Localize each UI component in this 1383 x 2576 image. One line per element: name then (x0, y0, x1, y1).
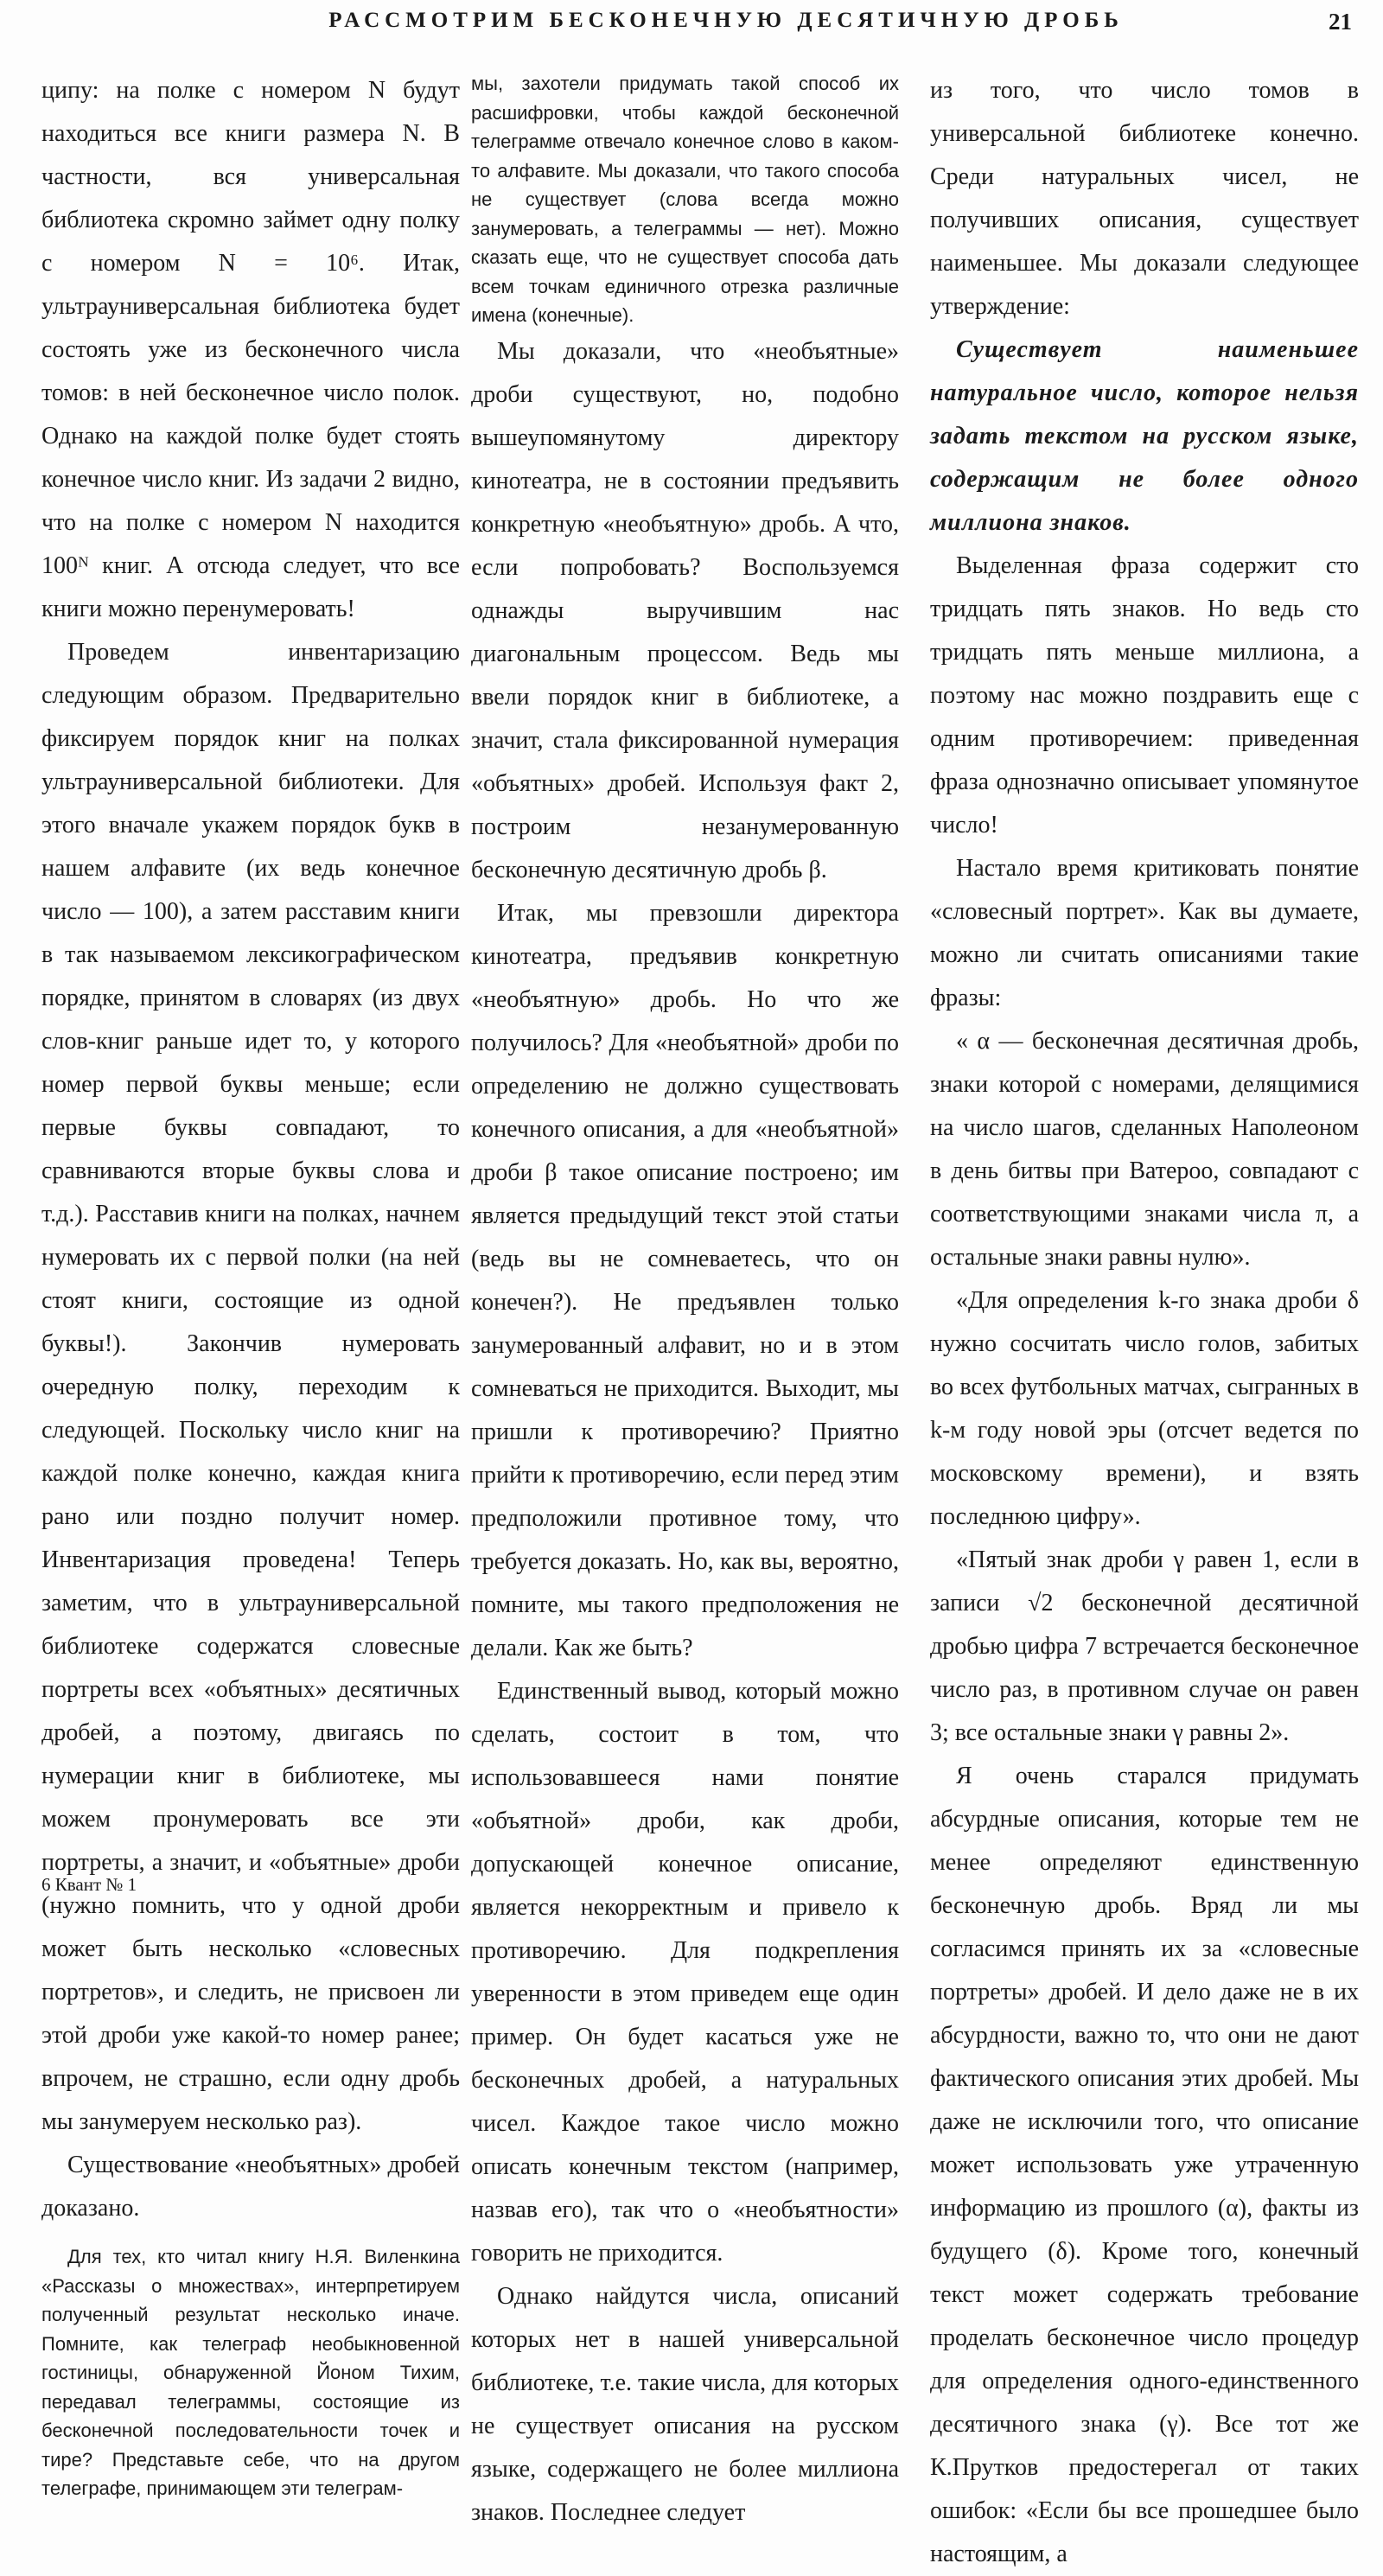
paragraph: Единственный вывод, который можно сделать, состоит в том, что использовавшееся нами понятие «объятной» дроби, как дроби, допускающей конечное описание, является некорректным и привело к противоречию. Для подкрепления уверенности в этом приведем еще один пример. Он будет касаться уже не бесконечных дробей, а натуральных чисел. Каждое такое число можно описать конечным текстом (например, назвав его), так что о «необъятности» говорить не приходится. (471, 1677, 899, 2267)
paragraph: Я очень старался придумать абсурдные описания, которые тем не менее определяют единственную бесконечную дробь. Вряд ли мы согласимся принять их за «словесные портреты» дробей. И дело даже не в их абсурдности, важно то, что они не дают фактического описания этих дробей. Мы даже не исключили того, что описание может использовать уже утраченную информацию из прошлого (α), факты из будущего (δ). Кроме того, конечный текст может содержать требование проделать бесконечное число процедур для определения одного-единственного десятичного знака (γ). Все тот же К.Прутков предостерегал от таких ошибок: «Если бы все прошедшее было настоящим, а (930, 1763, 1359, 2567)
paragraph: Настало время критиковать понятие «словесный портрет». Как вы думаете, можно ли считать описаниями такие фразы: (930, 855, 1359, 1011)
paragraph: Существование «необъятных» дробей доказано. (41, 2152, 460, 2222)
text-column-3 (930, 69, 1359, 2576)
text-column-1 (41, 69, 460, 2503)
paragraph: Выделенная фраза содержит сто тридцать пять знаков. Но ведь сто тридцать пять меньше миллиона, а поэтому нас можно поздравить еще с одним противоречием: приведенная фраза однозначно описывает упомянутое число! (930, 552, 1359, 838)
paragraph: «Пятый знак дроби γ равен 1, если в записи √2 бесконечной десятичной дробью цифра 7 встречается бесконечное число раз, в противном случае он равен 3; все остальные знаки γ равны 2». (930, 1546, 1359, 1746)
paragraph: Итак, мы превзошли директора кинотеатра, предъявив конкретную «необъятную» дробь. Но что же получилось? Для «необъятной» дроби по определению не должно существовать конечного описания, а для «необъятной» дроби β такое описание построено; им является предыдущий текст этой статьи (ведь вы не сомневаетесь, что он конечен?). Не предъявлен только занумерованный алфавит, но и в этом сомневаться не приходится. Выходит, мы пришли к противоречию? Приятно прийти к противоречию, если перед этим предположили противное тому, что требуется доказать. Но, как вы, вероятно, помните, мы такого предположения не делали. Как же быть? (471, 899, 899, 1661)
signature-footer: 6 Квант № 1 (41, 1874, 137, 1895)
text-column-2 (471, 69, 899, 2535)
paragraph: « α — бесконечная десятичная дробь, знаки которой с номерами, делящимися на число шагов, сделанных Наполеоном в день битвы при Ватероо, совпадают с соответствующими знаками числа π, а остальные знаки равны нулю». (930, 1028, 1359, 1271)
note-paragraph: мы, захотели придумать такой способ их расшифровки, чтобы каждой бесконечной телеграмме отвечало конечное слово в каком-то алфавите. Мы доказали, что такого способа не существует (слова всегда можно занумеровать, а телеграммы — нет). Можно сказать еще, что не существует способа дать всем точкам единичного отрезка различные имена (конечные). (471, 73, 899, 326)
paragraph: Однако найдутся числа, описаний которых нет в нашей универсальной библиотеке, т.е. такие числа, для которых не существует описания на русском языке, содержащего не более миллиона знаков. Последнее следует (471, 2282, 899, 2526)
highlighted-statement: Существует наименьшее натуральное число, которое нельзя задать текстом на русском языке, содержащим не более одного миллиона знаков. (930, 336, 1359, 536)
paragraph: Проведем инвентаризацию следующим образом. Предварительно фиксируем порядок книг на полках ультрауниверсальной библиотеки. Для этого вначале укажем порядок букв в нашем алфавите (их ведь конечное число — 100), а затем расставим книги в так называемом лексикографическом порядке, принятом в словарях (из двух слов-книг раньше идет то, у которого номер первой буквы меньше; если первые буквы совпадают, то сравниваются вторые буквы слова и т.д.). Расставив книги на полках, начнем нумеровать их с первой полки (на ней стоят книги, состоящие из одной буквы!). Закончив нумеровать очередную полку, переходим к следующей. Поскольку число книг на каждой полке конечно, каждая книга рано или поздно получит номер. Инвентаризация проведена! Теперь заметим, что в ультрауниверсальной библиотеке содержатся словесные портреты всех «объятных» десятичных дробей, а поэтому, двигаясь по нумерации книг в библиотеке, мы можем пронумеровать все эти портреты, а значит, и «объятные» дроби (нужно помнить, что у одной дроби может быть несколько «словесных портретов», и следить, не присвоен ли этой дроби уже какой-то номер ранее; впрочем, не страшно, если одну дробь мы занумеруем несколько раз). (41, 639, 460, 2135)
paragraph: ципу: на полке с номером N будут находиться все книги размера N. В частности, вся универсальная библиотека скромно займет одну полку с номером N = 10⁶. Итак, ультрауниверсальная библиотека будет состоять уже из бесконечного числа томов: в ней бесконечное число полок. Однако на каждой полке будет стоять конечное число книг. Из задачи 2 видно, что на полке с номером N находится 100ᴺ книг. А отсюда следует, что все книги можно перенумеровать! (41, 77, 460, 622)
page-number: 21 (1329, 9, 1352, 35)
paragraph: «Для определения k-го знака дроби δ нужно сосчитать число голов, забитых во всех футбольных матчах, сыгранных в k-м году новой эры (отсчет ведется по московскому времени), и взять последнюю цифру». (930, 1287, 1359, 1530)
paragraph: из того, что число томов в универсальной библиотеке конечно. Среди натуральных чисел, не получивших описания, существует наименьшее. Мы доказали следующее утверждение: (930, 77, 1359, 320)
paragraph: Мы доказали, что «необъятные» дроби существуют, но, подобно вышеупомянутому директору кинотеатра, не в состоянии предъявить конкретную «необъятную» дробь. А что, если попробовать? Воспользуемся однажды выручившим нас диагональным процессом. Ведь мы ввели порядок книг в библиотеке, а значит, стала фиксированной нумерация «объятных» дробей. Используя факт 2, построим незанумерованную бесконечную десятичную дробь β. (471, 337, 899, 883)
running-title: РАССМОТРИМ БЕСКОНЕЧНУЮ ДЕСЯТИЧНУЮ ДРОБЬ (328, 9, 1124, 32)
note-paragraph: Для тех, кто читал книгу Н.Я. Виленкина «Рассказы о множествах», интерпретируем полученный результат несколько иначе. Помните, как телеграф необыкновенной гостиницы, обнаруженной Йоном Тихим, передавал телеграммы, состоящие из бесконечной последовательности точек и тире? Представьте себе, что на другом телеграфе, принимающем эти телеграм- (41, 2246, 460, 2499)
